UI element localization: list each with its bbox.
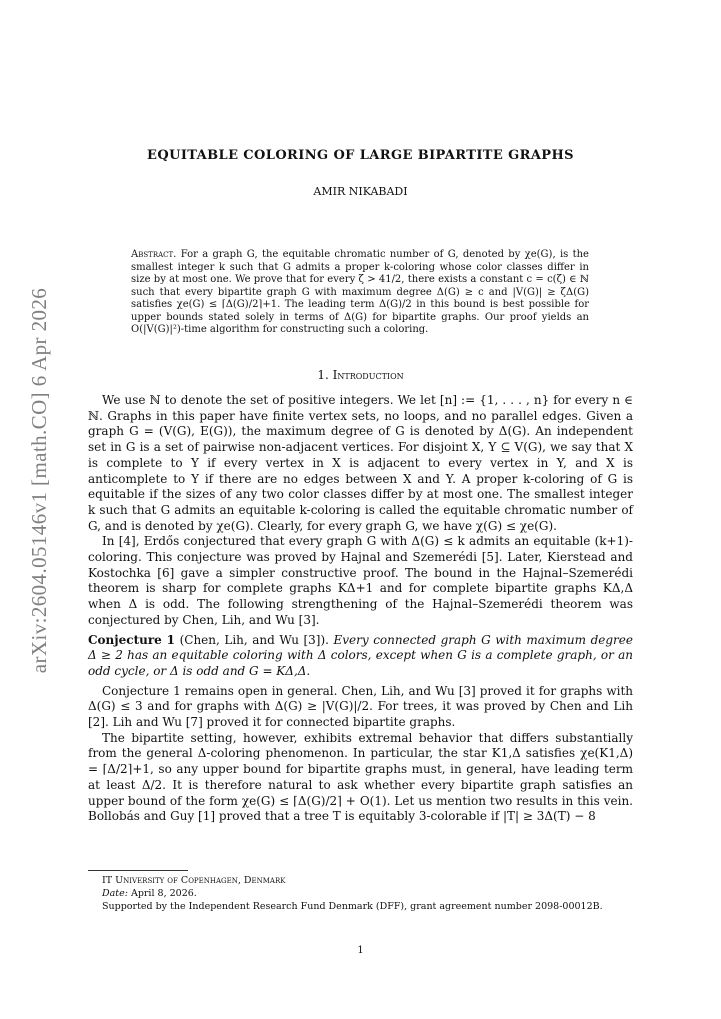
footnote-rule bbox=[88, 870, 188, 871]
conjecture-statement: Every connected graph G with maximum degree Δ ≥ 2 has an equitable coloring with Δ colors, except when G is a complete graph, or an odd cycle, or Δ is odd and G = KΔ,Δ. bbox=[88, 632, 633, 678]
abstract-label: Abstract. bbox=[131, 249, 177, 260]
conjecture-label: Conjecture 1 bbox=[88, 632, 176, 647]
section-name: Introduction bbox=[332, 368, 404, 382]
body-paragraph: In [4], Erdős conjectured that every graph G with Δ(G) ≤ k admits an equitable (k+1)-coloring. This conjecture was proved by Hajnal and Szemerédi [5]. Later, Kierstead and Kostochka [6] gave a simpler constructive proof. The bound in the Hajnal–Szemerédi theorem is sharp for complete graphs KΔ+1 and for complete bipartite graphs KΔ,Δ when Δ is odd. The following strengthening of the Hajnal–Szemerédi theorem was conjectured by Chen, Lih, and Wu [3]. bbox=[88, 534, 633, 627]
arxiv-identifier-stamp bbox=[20, 287, 60, 673]
paper-author: AMIR NIKABADI bbox=[313, 185, 408, 198]
footnote-affiliation: IT University of Copenhagen, Denmark bbox=[102, 875, 286, 886]
arxiv-identifier-text: arXiv:2604.05146v1 [math.CO] 6 Apr 2026 bbox=[27, 287, 52, 673]
body-text bbox=[88, 393, 633, 825]
paper-title: EQUITABLE COLORING OF LARGE BIPARTITE GRAPHS bbox=[147, 148, 574, 163]
page-number: 1 bbox=[357, 945, 364, 956]
section-heading bbox=[88, 368, 633, 382]
body-paragraph: Conjecture 1 remains open in general. Chen, Lih, and Wu [3] proved it for graphs with Δ(G) ≤ 3 and for graphs with Δ(G) ≥ |V(G)|/2. For trees, it was proved by Chen and Lih [2]. Lih and Wu [7] proved it for connected bipartite graphs. bbox=[88, 683, 633, 730]
footnote-date-value: April 8, 2026. bbox=[130, 888, 197, 899]
footnote-funding: Supported by the Independent Research Fund Denmark (DFF), grant agreement number 2098-00012B. bbox=[102, 901, 603, 912]
abstract bbox=[131, 249, 589, 337]
section-number: 1. bbox=[317, 368, 329, 382]
conjecture-block bbox=[88, 633, 633, 680]
footnote-date-label: Date: bbox=[102, 888, 128, 899]
footnotes bbox=[88, 870, 633, 913]
conjecture-attribution: (Chen, Lih, and Wu [3]). bbox=[179, 632, 329, 647]
abstract-text: For a graph G, the equitable chromatic number of G, denoted by χe(G), is the smallest integer k such that G admits a proper k-coloring whose color classes differ in size by at most one. We prove that for every ζ > 41/2, there exists a constant c = c(ζ) ∈ ℕ such that every bipartite graph G with maximum degree Δ(G) ≥ c and |V(G)| ≥ ζΔ(G) satisfies χe(G) ≤ ⌈Δ(G)/2⌉+1. The leading term Δ(G)/2 in this bound is best possible for upper bounds stated solely in terms of Δ(G) for bipartite graphs. Our proof yields an O(|V(G)|²)-time algorithm for constructing such a coloring. bbox=[131, 249, 589, 335]
body-paragraph: We use ℕ to denote the set of positive integers. We let [n] := {1, . . . , n} for every n ∈ ℕ. Graphs in this paper have finite vertex sets, no loops, and no parallel edges. Given a graph G = (V(G), E(G)), the maximum degree of G is denoted by Δ(G). An independent set in G is a set of pairwise non-adjacent vertices. For disjoint X, Y ⊆ V(G), we say that X is complete to Y if every vertex in X is adjacent to every vertex in Y, and X is anticomplete to Y if there are no edges between X and Y. A proper k-coloring of G is equitable if the sizes of any two color classes differ by at most one. The smallest integer k such that G admits an equitable k-coloring is called the equitable chromatic number of G, and is denoted by χe(G). Clearly, for every graph G, we have χ(G) ≤ χe(G). bbox=[88, 393, 633, 533]
footnote-date bbox=[88, 887, 633, 900]
body-paragraph: The bipartite setting, however, exhibits extremal behavior that differs substantially from the general Δ-coloring phenomenon. In particular, the star K1,Δ satisfies χe(K1,Δ) = ⌈Δ/2⌉+1, so any upper bound for bipartite graphs must, in general, have leading term at least Δ/2. It is therefore natural to ask whether every bipartite graph satisfies an upper bound of the form χe(G) ≤ ⌈Δ(G)/2⌉ + O(1). Let us mention two results in this vein. Bollobás and Guy [1] proved that a tree T is equitably 3-colorable if |T| ≥ 3Δ(T) − 8 bbox=[88, 730, 633, 824]
